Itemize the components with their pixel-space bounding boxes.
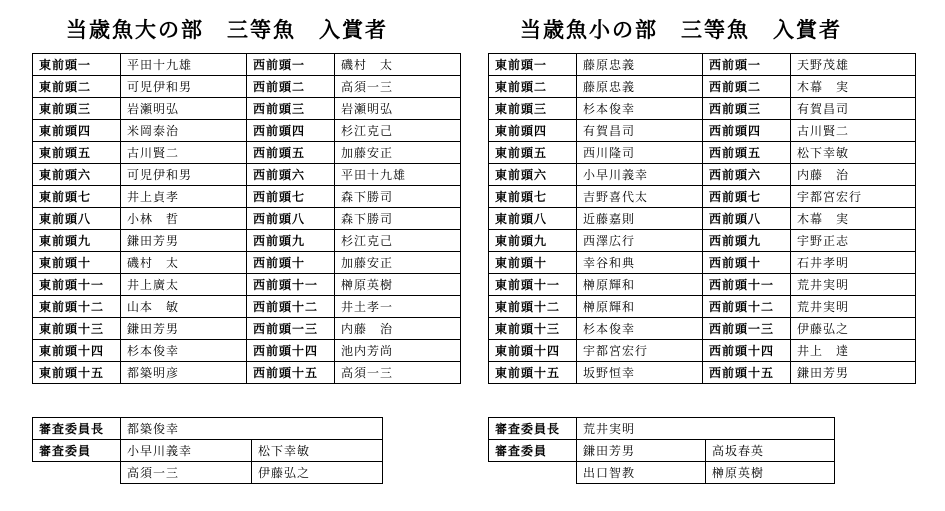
table-row xyxy=(33,76,461,98)
west-rank-cell: 西前頭十 xyxy=(703,252,791,274)
table-row xyxy=(33,340,461,362)
west-name-cell: 井上 達 xyxy=(791,340,916,362)
judge-member-name: 榊原英樹 xyxy=(706,462,835,484)
east-name-cell: 吉野喜代太 xyxy=(577,186,703,208)
judge-member-name: 鎌田芳男 xyxy=(577,440,706,462)
page-title-large-fish: 当歳魚大の部 三等魚 入賞者 xyxy=(66,17,388,42)
west-rank-cell: 西前頭三 xyxy=(247,98,335,120)
west-rank-cell: 西前頭五 xyxy=(703,142,791,164)
west-name-cell: 森下勝司 xyxy=(335,208,461,230)
judges-table-small xyxy=(488,417,835,484)
east-rank-cell: 東前頭十五 xyxy=(489,362,577,384)
table-row xyxy=(33,230,461,252)
table-row xyxy=(33,252,461,274)
table-row xyxy=(33,208,461,230)
table-row xyxy=(489,252,916,274)
east-name-cell: 藤原忠義 xyxy=(577,76,703,98)
page-title-small-fish: 当歳魚小の部 三等魚 入賞者 xyxy=(520,17,842,42)
table-row xyxy=(489,98,916,120)
west-name-cell: 鎌田芳男 xyxy=(791,362,916,384)
chair-label: 審査委員長 xyxy=(33,418,121,440)
east-rank-cell: 東前頭十 xyxy=(33,252,121,274)
east-rank-cell: 東前頭四 xyxy=(33,120,121,142)
west-name-cell: 加藤安正 xyxy=(335,252,461,274)
west-name-cell: 木幕 実 xyxy=(791,208,916,230)
table-row xyxy=(33,362,461,384)
east-rank-cell: 東前頭七 xyxy=(489,186,577,208)
east-rank-cell: 東前頭八 xyxy=(33,208,121,230)
west-name-cell: 岩瀬明弘 xyxy=(335,98,461,120)
west-name-cell: 古川賢二 xyxy=(791,120,916,142)
east-rank-cell: 東前頭十二 xyxy=(33,296,121,318)
east-rank-cell: 東前頭九 xyxy=(33,230,121,252)
east-rank-cell: 東前頭三 xyxy=(489,98,577,120)
table-row xyxy=(33,142,461,164)
west-name-cell: 高須一三 xyxy=(335,76,461,98)
results-table-small xyxy=(488,53,916,384)
table-row xyxy=(489,340,916,362)
west-rank-cell: 西前頭十五 xyxy=(703,362,791,384)
chair-name: 荒井実明 xyxy=(577,418,835,440)
east-name-cell: 杉本俊幸 xyxy=(577,318,703,340)
table-row xyxy=(33,186,461,208)
east-name-cell: 古川賢二 xyxy=(121,142,247,164)
west-rank-cell: 西前頭六 xyxy=(703,164,791,186)
east-rank-cell: 東前頭十五 xyxy=(33,362,121,384)
table-row xyxy=(33,274,461,296)
east-rank-cell: 東前頭十四 xyxy=(489,340,577,362)
east-name-cell: 米岡泰治 xyxy=(121,120,247,142)
east-name-cell: 坂野恒幸 xyxy=(577,362,703,384)
table-row xyxy=(33,164,461,186)
west-name-cell: 池内芳尚 xyxy=(335,340,461,362)
east-name-cell: 平田十九雄 xyxy=(121,54,247,76)
west-rank-cell: 西前頭二 xyxy=(247,76,335,98)
west-rank-cell: 西前頭四 xyxy=(703,120,791,142)
judges-table-large xyxy=(32,417,383,484)
table-row xyxy=(489,186,916,208)
east-name-cell: 杉本俊幸 xyxy=(121,340,247,362)
results-table-body xyxy=(33,54,461,384)
east-rank-cell: 東前頭七 xyxy=(33,186,121,208)
east-name-cell: 磯村 太 xyxy=(121,252,247,274)
west-rank-cell: 西前頭十四 xyxy=(703,340,791,362)
table-row xyxy=(489,318,916,340)
chair-label: 審査委員長 xyxy=(489,418,577,440)
east-rank-cell: 東前頭十 xyxy=(489,252,577,274)
west-name-cell: 石井孝明 xyxy=(791,252,916,274)
west-rank-cell: 西前頭十一 xyxy=(247,274,335,296)
west-rank-cell: 西前頭十五 xyxy=(247,362,335,384)
east-name-cell: 井上貞孝 xyxy=(121,186,247,208)
judge-member-row xyxy=(489,462,835,484)
east-rank-cell: 東前頭二 xyxy=(489,76,577,98)
east-name-cell: 近藤嘉則 xyxy=(577,208,703,230)
west-name-cell: 内藤 治 xyxy=(791,164,916,186)
judge-member-name: 高須一三 xyxy=(121,462,252,484)
west-name-cell: 荒井実明 xyxy=(791,274,916,296)
east-rank-cell: 東前頭九 xyxy=(489,230,577,252)
east-rank-cell: 東前頭十二 xyxy=(489,296,577,318)
judge-member-name: 小早川義幸 xyxy=(121,440,252,462)
west-name-cell: 宇野正志 xyxy=(791,230,916,252)
west-rank-cell: 西前頭六 xyxy=(247,164,335,186)
east-rank-cell: 東前頭四 xyxy=(489,120,577,142)
west-name-cell: 加藤安正 xyxy=(335,142,461,164)
table-row xyxy=(33,98,461,120)
judge-member-row xyxy=(489,440,835,462)
east-name-cell: 山本 敏 xyxy=(121,296,247,318)
east-rank-cell: 東前頭三 xyxy=(33,98,121,120)
west-name-cell: 荒井実明 xyxy=(791,296,916,318)
east-name-cell: 藤原忠義 xyxy=(577,54,703,76)
east-name-cell: 岩瀬明弘 xyxy=(121,98,247,120)
east-name-cell: 西川隆司 xyxy=(577,142,703,164)
west-rank-cell: 西前頭十二 xyxy=(703,296,791,318)
east-name-cell: 都築明彦 xyxy=(121,362,247,384)
west-name-cell: 宇都宮宏行 xyxy=(791,186,916,208)
west-name-cell: 井土孝一 xyxy=(335,296,461,318)
judge-member-row xyxy=(33,462,383,484)
table-row xyxy=(489,164,916,186)
west-rank-cell: 西前頭十一 xyxy=(703,274,791,296)
east-rank-cell: 東前頭八 xyxy=(489,208,577,230)
member-label: 審査委員 xyxy=(33,440,121,462)
east-rank-cell: 東前頭十一 xyxy=(489,274,577,296)
table-row xyxy=(489,296,916,318)
west-rank-cell: 西前頭二 xyxy=(703,76,791,98)
east-name-cell: 小林 哲 xyxy=(121,208,247,230)
judge-member-row xyxy=(33,440,383,462)
table-row xyxy=(489,76,916,98)
judge-member-name: 松下幸敏 xyxy=(252,440,383,462)
results-table-body xyxy=(489,54,916,384)
chair-name: 都築俊幸 xyxy=(121,418,383,440)
table-row xyxy=(489,142,916,164)
west-rank-cell: 西前頭九 xyxy=(247,230,335,252)
west-name-cell: 松下幸敏 xyxy=(791,142,916,164)
east-name-cell: 榊原輝和 xyxy=(577,274,703,296)
table-row xyxy=(489,230,916,252)
east-name-cell: 小早川義幸 xyxy=(577,164,703,186)
west-rank-cell: 西前頭一三 xyxy=(247,318,335,340)
west-rank-cell: 西前頭一 xyxy=(247,54,335,76)
east-name-cell: 鎌田芳男 xyxy=(121,318,247,340)
judge-chair-row xyxy=(489,418,835,440)
west-name-cell: 杉江克己 xyxy=(335,120,461,142)
west-name-cell: 磯村 太 xyxy=(335,54,461,76)
east-rank-cell: 東前頭十四 xyxy=(33,340,121,362)
table-row xyxy=(33,54,461,76)
west-name-cell: 森下勝司 xyxy=(335,186,461,208)
results-table-large xyxy=(32,53,461,384)
east-rank-cell: 東前頭一 xyxy=(489,54,577,76)
west-name-cell: 天野茂雄 xyxy=(791,54,916,76)
west-name-cell: 榊原英樹 xyxy=(335,274,461,296)
judge-chair-row xyxy=(33,418,383,440)
east-rank-cell: 東前頭五 xyxy=(489,142,577,164)
west-rank-cell: 西前頭十 xyxy=(247,252,335,274)
east-rank-cell: 東前頭五 xyxy=(33,142,121,164)
member-label: 審査委員 xyxy=(489,440,577,462)
judge-member-name: 伊藤弘之 xyxy=(252,462,383,484)
judge-member-name: 高坂春英 xyxy=(706,440,835,462)
east-rank-cell: 東前頭十三 xyxy=(489,318,577,340)
west-rank-cell: 西前頭九 xyxy=(703,230,791,252)
west-name-cell: 杉江克己 xyxy=(335,230,461,252)
table-row xyxy=(489,120,916,142)
table-row xyxy=(33,296,461,318)
table-row xyxy=(489,362,916,384)
west-name-cell: 高須一三 xyxy=(335,362,461,384)
table-row xyxy=(489,54,916,76)
blank-cell xyxy=(33,462,121,484)
west-rank-cell: 西前頭七 xyxy=(247,186,335,208)
blank-cell xyxy=(489,462,577,484)
west-name-cell: 有賀昌司 xyxy=(791,98,916,120)
west-rank-cell: 西前頭三 xyxy=(703,98,791,120)
east-name-cell: 可児伊和男 xyxy=(121,76,247,98)
east-rank-cell: 東前頭六 xyxy=(33,164,121,186)
east-rank-cell: 東前頭二 xyxy=(33,76,121,98)
east-rank-cell: 東前頭十三 xyxy=(33,318,121,340)
east-name-cell: 井上廣太 xyxy=(121,274,247,296)
west-name-cell: 内藤 治 xyxy=(335,318,461,340)
east-name-cell: 宇都宮宏行 xyxy=(577,340,703,362)
table-row xyxy=(33,120,461,142)
east-rank-cell: 東前頭一 xyxy=(33,54,121,76)
west-rank-cell: 西前頭十四 xyxy=(247,340,335,362)
west-rank-cell: 西前頭一三 xyxy=(703,318,791,340)
east-name-cell: 可児伊和男 xyxy=(121,164,247,186)
east-name-cell: 幸谷和典 xyxy=(577,252,703,274)
west-rank-cell: 西前頭四 xyxy=(247,120,335,142)
east-name-cell: 杉本俊幸 xyxy=(577,98,703,120)
west-rank-cell: 西前頭八 xyxy=(703,208,791,230)
west-name-cell: 伊藤弘之 xyxy=(791,318,916,340)
table-row xyxy=(489,274,916,296)
west-rank-cell: 西前頭一 xyxy=(703,54,791,76)
east-rank-cell: 東前頭六 xyxy=(489,164,577,186)
east-name-cell: 鎌田芳男 xyxy=(121,230,247,252)
west-rank-cell: 西前頭八 xyxy=(247,208,335,230)
east-rank-cell: 東前頭十一 xyxy=(33,274,121,296)
east-name-cell: 榊原輝和 xyxy=(577,296,703,318)
judge-member-name: 出口智教 xyxy=(577,462,706,484)
west-rank-cell: 西前頭五 xyxy=(247,142,335,164)
west-rank-cell: 西前頭十二 xyxy=(247,296,335,318)
east-name-cell: 西澤広行 xyxy=(577,230,703,252)
west-name-cell: 平田十九雄 xyxy=(335,164,461,186)
west-rank-cell: 西前頭七 xyxy=(703,186,791,208)
west-name-cell: 木幕 実 xyxy=(791,76,916,98)
table-row xyxy=(489,208,916,230)
table-row xyxy=(33,318,461,340)
east-name-cell: 有賀昌司 xyxy=(577,120,703,142)
